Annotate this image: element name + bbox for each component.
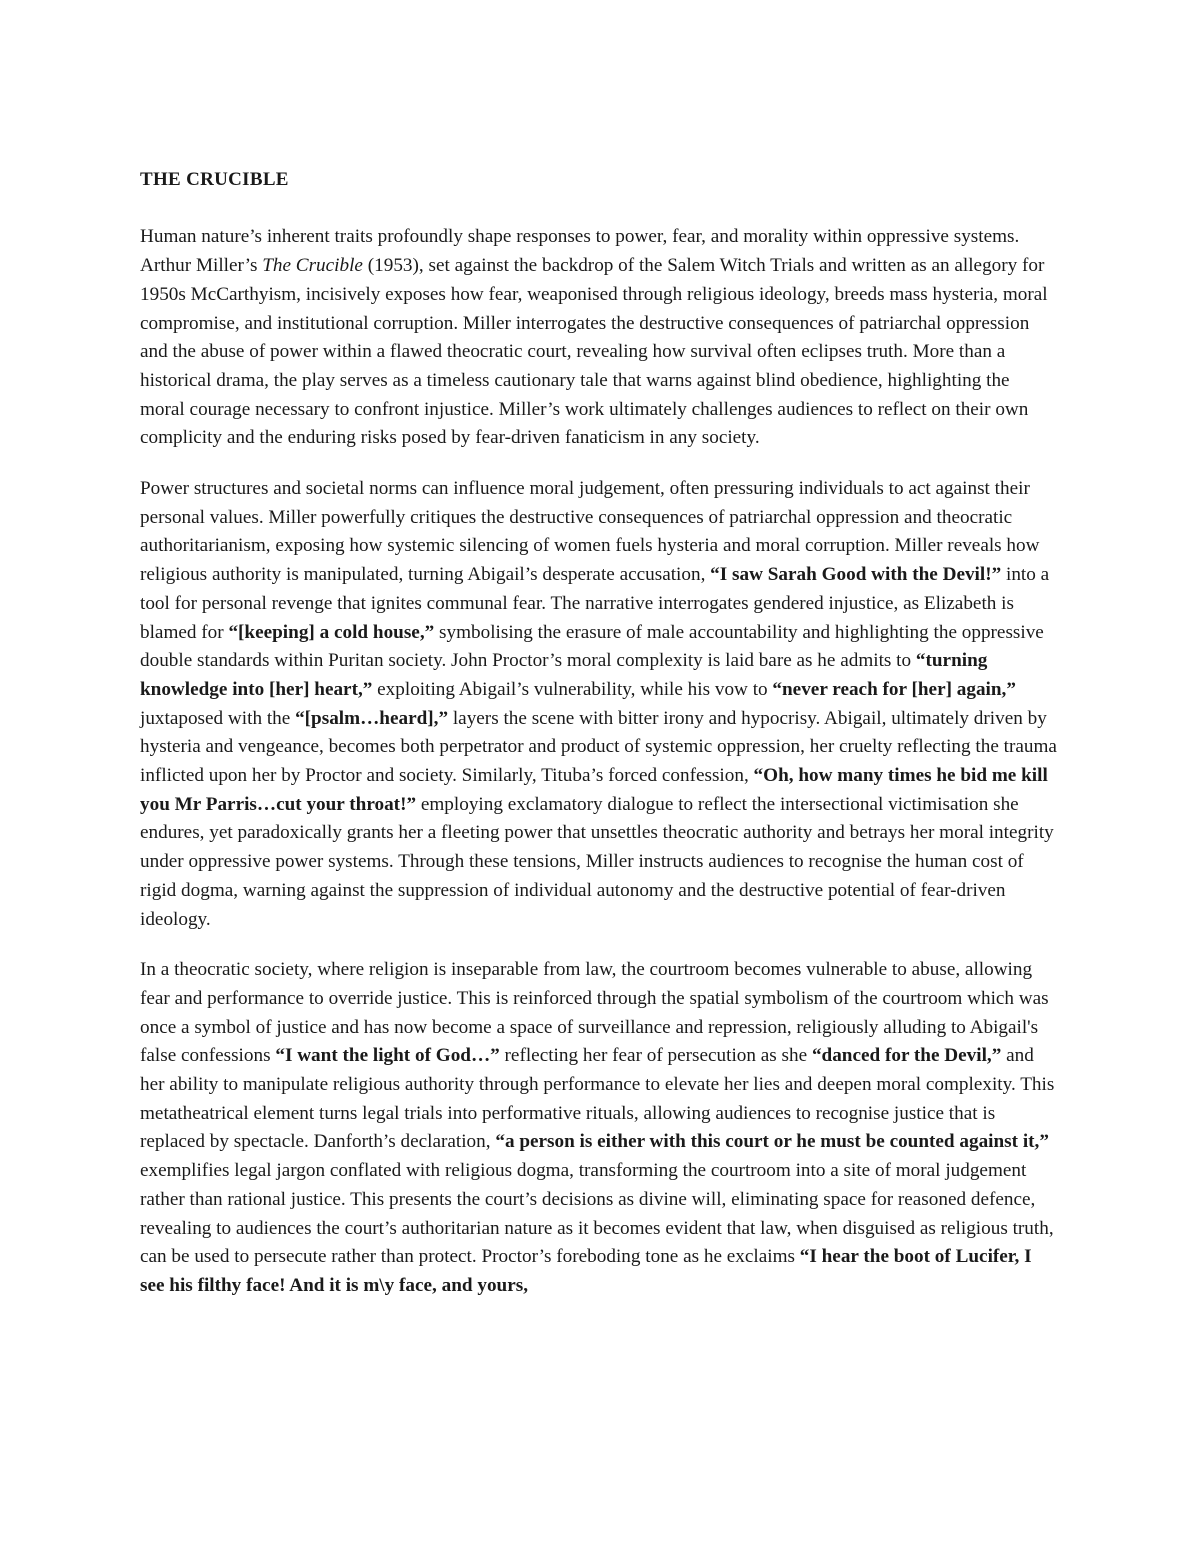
paragraph-body-2 — [140, 956, 1058, 1300]
text-run: reflecting her fear of persecution as she — [499, 1045, 812, 1067]
text-run: into a tool for personal revenge that ignites communal fear. The narrative interrogates gendered injustice, as Elizabeth is blamed for — [140, 564, 1050, 643]
quote-text-run: “[keeping] a cold house,” — [228, 621, 435, 643]
quote-text-run: “a person is either with this court or he must be counted against it,” — [495, 1131, 1049, 1153]
document-body — [140, 166, 1058, 1323]
text-run: exemplifies legal jargon conflated with religious dogma, transforming the courtroom into a site of moral judgement rather than rational justice. This presents the court’s decisions as divine will, eliminating space for reasoned defence, revealing to audiences the court’s authoritarian nature as it becomes evident that law, when disguised as religious truth, can be used to persecute rather than protect. Proctor’s foreboding tone as he exclaims — [140, 1160, 1054, 1268]
text-run: Power structures and societal norms can influence moral judgement, often pressuring individuals to act against their personal values. Miller powerfully critiques the destructive consequences of patriarchal oppression and theocratic authoritarianism, exposing how systemic silencing of women fuels hysteria and moral corruption. Miller reveals how religious authority is manipulated, turning Abigail’s desperate accusation, — [140, 478, 1040, 586]
paragraph-body-1 — [140, 475, 1058, 934]
quote-text-run: “turning knowledge into [her] heart,” — [140, 650, 988, 700]
text-run: exploiting Abigail’s vulnerability, while his vow to — [372, 678, 773, 700]
text-run: juxtaposed with the — [140, 707, 296, 729]
text-run: symbolising the erasure of male accountability and highlighting the oppressive double standards within Puritan society. John Proctor’s moral complexity is laid bare as he admits to — [140, 621, 1044, 672]
quote-text-run: “I want the light of God…” — [275, 1045, 500, 1067]
quote-text-run: “I hear the boot of Lucifer, I see his filthy face! And it is m\y face, and yours, — [140, 1246, 1032, 1296]
text-run: and her ability to manipulate religious authority through performance to elevate her lies and deepen moral complexity. This metatheatrical element turns legal trials into performative rituals, allowing audiences to recognise justice that is replaced by spectacle. Danforth’s declaration, — [140, 1045, 1055, 1153]
text-run: layers the scene with bitter irony and hypocrisy. Abigail, ultimately driven by hysteria and vengeance, becomes both perpetrator and product of systemic oppression, her cruelty reflecting the trauma inflicted upon her by Proctor and society. Similarly, Tituba’s forced confession, — [140, 707, 1057, 787]
text-run: (1953), set against the backdrop of the Salem Witch Trials and written as an allegory for 1950s McCarthyism, incisively exposes how fear, weaponised through religious ideology, breeds mass hysteria, moral compromise, and institutional corruption. Miller interrogates the destructive consequences of patriarchal oppression and the abuse of power within a flawed theocratic court, revealing how survival often eclipses truth. More than a historical drama, the play serves as a timeless cautionary tale that warns against blind obedience, highlighting the moral courage necessary to confront injustice. Miller’s work ultimately challenges audiences to reflect on their own complicity and the enduring risks posed by fear-driven fanaticism in any society. — [140, 255, 1048, 449]
document-title: THE CRUCIBLE — [140, 169, 289, 190]
quote-text-run: “[psalm…heard],” — [295, 707, 449, 729]
paragraph-introduction — [140, 223, 1058, 453]
quote-text-run: “I saw Sarah Good with the Devil!” — [710, 564, 1002, 586]
text-run: employing exclamatory dialogue to reflect the intersectional victimisation she endures, yet paradoxically grants her a fleeting power that unsettles theocratic authority and betrays her moral integrity under oppressive power systems. Through these tensions, Miller instructs audiences to recognise the human cost of rigid dogma, warning against the suppression of individual autonomy and the destructive potential of fear-driven ideology. — [140, 793, 1054, 930]
italic-text-run: The Crucible — [262, 255, 363, 277]
text-run: In a theocratic society, where religion is inseparable from law, the courtroom becomes vulnerable to abuse, allowing fear and performance to override justice. This is reinforced through the spatial symbolism of the courtroom which was once a symbol of justice and has now become a space of surveillance and repression, religiously alluding to Abigail's false confessions — [140, 959, 1049, 1067]
text-run: Human nature’s inherent traits profoundly shape responses to power, fear, and morality within oppressive systems. Arthur Miller’s — [140, 226, 1020, 277]
quote-text-run: “Oh, how many times he bid me kill you Mr Parris…cut your throat!” — [140, 765, 1048, 815]
quote-text-run: “danced for the Devil,” — [811, 1045, 1002, 1067]
quote-text-run: “never reach for [her] again,” — [772, 678, 1016, 700]
